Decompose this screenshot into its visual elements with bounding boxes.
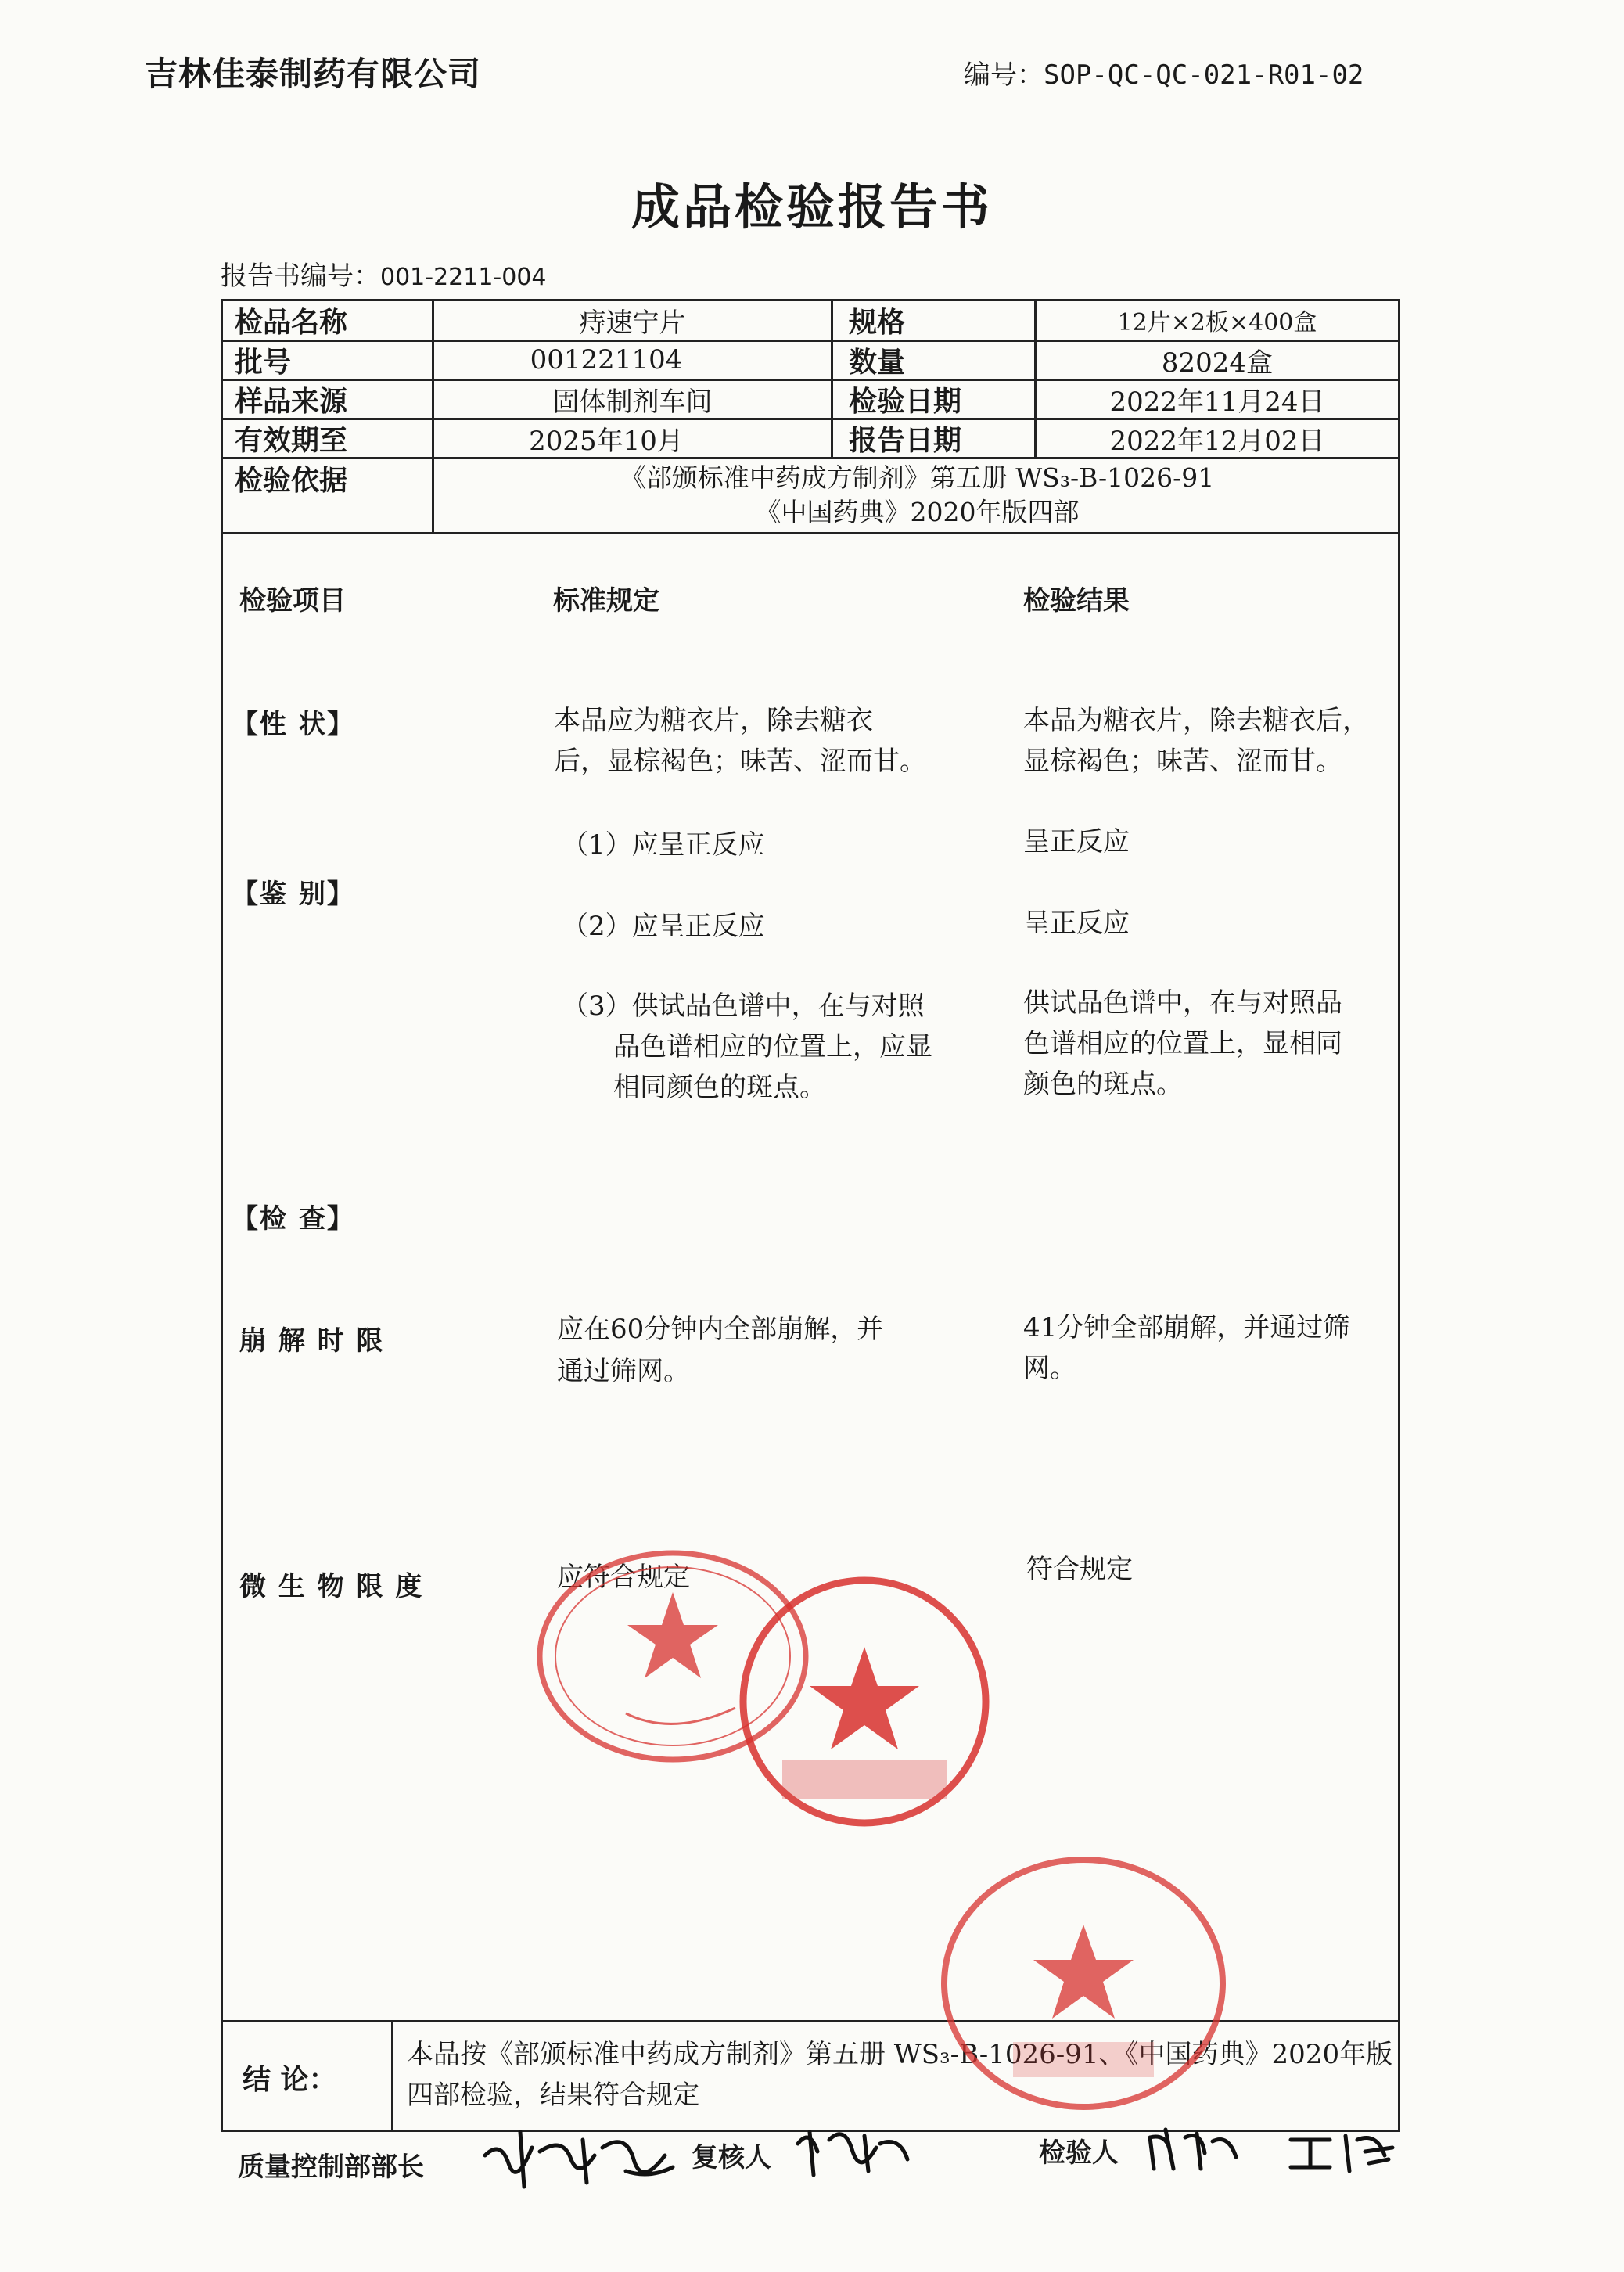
section-inspection: 【检 查】 bbox=[232, 1203, 355, 1235]
disintegration-result-1: 41分钟全部崩解，并通过筛 bbox=[1023, 1312, 1350, 1343]
quantity-label: 数量 bbox=[849, 346, 906, 379]
column-header-item: 检验项目 bbox=[239, 585, 346, 617]
identification-3-standard-3: 相同颜色的斑点。 bbox=[613, 1072, 826, 1103]
appearance-result-1: 本品为糖衣片，除去糖衣后， bbox=[1023, 705, 1369, 736]
disintegration-result-2: 网。 bbox=[1023, 1353, 1076, 1384]
microbial-limit-standard: 应符合规定 bbox=[557, 1562, 690, 1593]
identification-1-result: 呈正反应 bbox=[1023, 826, 1130, 857]
identification-2-standard: （2）应呈正反应 bbox=[562, 911, 765, 942]
disintegration-standard-1: 应在60分钟内全部崩解，并 bbox=[557, 1314, 884, 1345]
microbial-limit-result: 符合规定 bbox=[1026, 1554, 1133, 1585]
basis-label: 检验依据 bbox=[235, 464, 348, 497]
identification-3-result-3: 颜色的斑点。 bbox=[1023, 1069, 1183, 1100]
microbial-limit-label: 微 生 物 限 度 bbox=[239, 1571, 424, 1602]
appearance-result-2: 显棕褐色；味苦、涩而甘。 bbox=[1023, 746, 1342, 777]
company-name: 吉林佳泰制药有限公司 bbox=[145, 55, 482, 93]
report-date-value: 2022年12月02日 bbox=[1109, 425, 1325, 457]
conclusion-label: 结 论： bbox=[243, 2064, 337, 2096]
conclusion-text: 本品按《部颁标准中药成方制剂》第五册 WS₃-B-1026-91、《中国药典》2020年版四部检验，结果符合规定 bbox=[407, 2039, 1393, 2111]
batch-value: 001221104 bbox=[530, 344, 683, 376]
identification-3-result-1: 供试品色谱中，在与对照品 bbox=[1023, 987, 1342, 1019]
test-date-value: 2022年11月24日 bbox=[1109, 386, 1325, 418]
reviewer-label: 复核人 bbox=[692, 2142, 771, 2173]
identification-1-standard: （1）应呈正反应 bbox=[562, 829, 765, 861]
inspector-signature-1 bbox=[1142, 2122, 1244, 2177]
spec-label: 规格 bbox=[849, 306, 906, 339]
basis-line-2: 《中国药典》2020年版四部 bbox=[755, 497, 1080, 527]
qc-head-signature bbox=[477, 2124, 681, 2195]
appearance-standard-1: 本品应为糖衣片，除去糖衣 bbox=[554, 705, 873, 736]
qc-head-label: 质量控制部部长 bbox=[238, 2152, 424, 2183]
identification-3-standard-1: （3）供试品色谱中，在与对照 bbox=[562, 990, 925, 1022]
spec-value: 12片×2板×400盒 bbox=[1117, 309, 1317, 336]
quantity-value: 82024盒 bbox=[1161, 347, 1274, 379]
product-name-label: 检品名称 bbox=[235, 306, 348, 339]
grid-line bbox=[831, 299, 833, 458]
qc-department-stamp bbox=[935, 1850, 1232, 2116]
basis-line-1: 《部颁标准中药成方制剂》第五册 WS₃-B-1026-91 bbox=[620, 462, 1215, 493]
report-number-value: 001-2211-004 bbox=[380, 264, 547, 291]
source-label: 样品来源 bbox=[235, 385, 348, 418]
identification-3-standard-2: 品色谱相应的位置上，应显 bbox=[613, 1031, 932, 1062]
reviewer-signature bbox=[790, 2120, 915, 2183]
identification-2-result: 呈正反应 bbox=[1023, 908, 1130, 939]
report-date-label: 报告日期 bbox=[849, 424, 962, 457]
identification-3-result-2: 色谱相应的位置上，显相同 bbox=[1023, 1028, 1342, 1059]
grid-line bbox=[221, 299, 223, 2132]
batch-label: 批号 bbox=[235, 346, 292, 379]
grid-line bbox=[391, 2020, 393, 2131]
inspector-label: 检验人 bbox=[1039, 2137, 1119, 2169]
expiry-label: 有效期至 bbox=[235, 424, 348, 457]
column-header-standard: 标准规定 bbox=[553, 585, 659, 617]
report-number-label: 报告书编号： bbox=[221, 261, 380, 292]
section-appearance: 【性 状】 bbox=[232, 709, 355, 740]
page-title: 成品检验报告书 bbox=[631, 178, 993, 235]
section-identification: 【鉴 别】 bbox=[232, 879, 355, 910]
appearance-standard-2: 后，显棕褐色；味苦、涩而甘。 bbox=[554, 746, 926, 777]
disintegration-standard-2: 通过筛网。 bbox=[557, 1356, 690, 1387]
test-date-label: 检验日期 bbox=[849, 385, 962, 418]
grid-line bbox=[1398, 299, 1400, 2132]
inspector-signature-2 bbox=[1283, 2124, 1400, 2179]
grid-line bbox=[221, 532, 1400, 534]
disintegration-label: 崩 解 时 限 bbox=[239, 1325, 385, 1357]
product-name-value: 痔速宁片 bbox=[579, 307, 686, 339]
document-number: 编号：SOP-QC-QC-021-R01-02 bbox=[964, 59, 1364, 91]
column-header-result: 检验结果 bbox=[1023, 585, 1130, 617]
expiry-value: 2025年10月 bbox=[529, 425, 684, 457]
report-number bbox=[221, 254, 547, 293]
source-value: 固体制剂车间 bbox=[552, 386, 713, 418]
quality-management-stamp bbox=[735, 1573, 993, 1831]
